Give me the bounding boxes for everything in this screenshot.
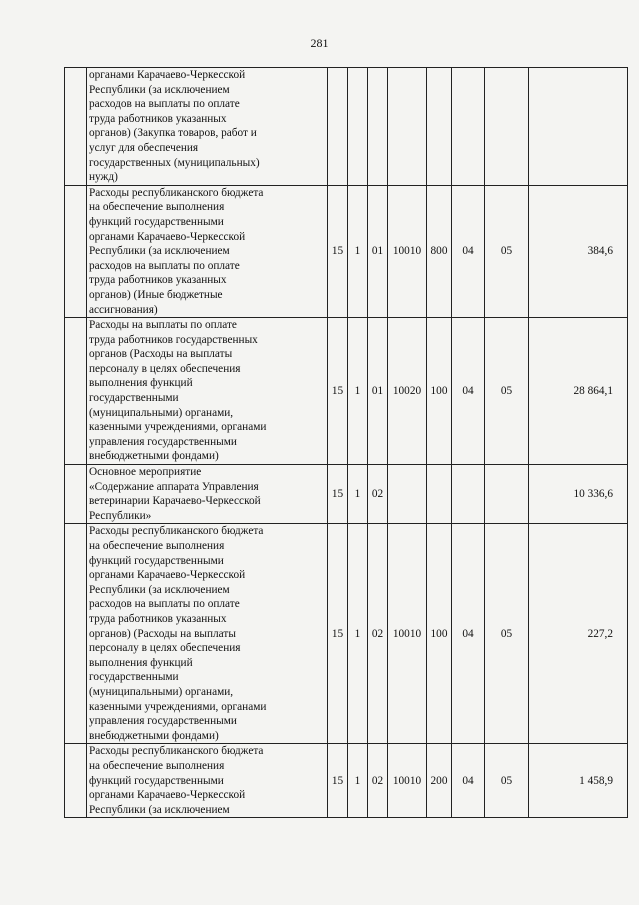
row-number-cell	[65, 318, 87, 465]
code-direction-cell	[388, 465, 427, 524]
table-body	[65, 68, 628, 818]
table-row	[65, 68, 628, 186]
code-ministry-cell: 15	[328, 185, 348, 317]
code-subprogram-cell: 02	[368, 744, 388, 818]
code-program-cell: 1	[348, 524, 368, 744]
expense-name-line: Республики»	[89, 509, 152, 522]
expense-name-line: персоналу в целях обеспечения	[89, 362, 241, 375]
row-number-cell	[65, 465, 87, 524]
table-row	[65, 465, 628, 524]
code-program-cell: 1	[348, 744, 368, 818]
expense-name-line: Расходы республиканского бюджета	[89, 745, 264, 758]
expense-name-line: Республики (за исключением	[89, 803, 230, 816]
expense-name-line: труда работников указанных	[89, 112, 227, 125]
expense-name-line: Расходы на выплаты по оплате	[89, 319, 237, 332]
expense-name-line: персоналу в целях обеспечения	[89, 642, 241, 655]
expense-name-line: функций государственными	[89, 554, 224, 567]
expense-name-line: Республики (за исключением	[89, 245, 230, 258]
code-subsection-cell: 05	[485, 744, 529, 818]
code-subsection-cell: 05	[485, 524, 529, 744]
code-ministry-cell: 15	[328, 524, 348, 744]
row-number-cell	[65, 524, 87, 744]
expense-name-cell	[87, 68, 328, 186]
code-direction-cell: 10010	[388, 185, 427, 317]
code-expense-type-cell	[427, 465, 452, 524]
code-section-cell: 04	[452, 744, 485, 818]
expense-name-line: выполнения функций	[89, 656, 193, 669]
expense-name-line: органов) (Расходы на выплаты	[89, 627, 236, 640]
expense-name-line: управления государственными	[89, 715, 237, 728]
expense-name-cell	[87, 744, 328, 818]
amount-cell: 1 458,9	[529, 744, 628, 818]
code-subsection-cell: 05	[485, 185, 529, 317]
code-program-cell: 1	[348, 465, 368, 524]
amount-cell: 384,6	[529, 185, 628, 317]
expense-name-line: (муниципальными) органами,	[89, 406, 234, 419]
expense-name-line: на обеспечение выполнения	[89, 759, 225, 772]
expense-name-line: расходов на выплаты по оплате	[89, 598, 240, 611]
expense-name-line: Республики (за исключением	[89, 83, 230, 96]
expense-name-line: внебюджетными фондами)	[89, 729, 219, 742]
expense-name-line: нужд)	[89, 171, 118, 184]
expense-name-line: казенными учреждениями, органами	[89, 700, 267, 713]
code-section-cell	[452, 68, 485, 186]
code-subsection-cell	[485, 68, 529, 186]
amount-cell: 10 336,6	[529, 465, 628, 524]
expense-name-cell	[87, 318, 328, 465]
expense-name-line: управления государственными	[89, 435, 237, 448]
code-ministry-cell: 15	[328, 465, 348, 524]
row-number-cell	[65, 68, 87, 186]
expense-name-line: Расходы республиканского бюджета	[89, 525, 264, 538]
expense-name-line: Расходы республиканского бюджета	[89, 186, 264, 199]
code-section-cell: 04	[452, 318, 485, 465]
amount-cell: 28 864,1	[529, 318, 628, 465]
expense-name-line: Республики (за исключением	[89, 583, 230, 596]
code-program-cell	[348, 68, 368, 186]
row-number-cell	[65, 744, 87, 818]
code-expense-type-cell: 100	[427, 524, 452, 744]
expense-name-line: на обеспечение выполнения	[89, 540, 225, 552]
code-subprogram-cell: 02	[368, 524, 388, 744]
expense-name-cell	[87, 465, 328, 524]
row-number-cell	[65, 185, 87, 317]
expense-name-line: функций государственными	[89, 774, 224, 787]
code-subprogram-cell: 01	[368, 185, 388, 317]
expense-name-line: выполнения функций	[89, 377, 193, 390]
code-section-cell: 04	[452, 185, 485, 317]
amount-cell	[529, 68, 628, 186]
code-ministry-cell: 15	[328, 318, 348, 465]
code-direction-cell	[388, 68, 427, 186]
expense-name-line: ассигнования)	[89, 303, 158, 316]
expense-name-line: органов) (Иные бюджетные	[89, 288, 223, 301]
code-direction-cell: 10010	[388, 744, 427, 818]
code-section-cell: 04	[452, 524, 485, 744]
expense-name-line: государственными	[89, 392, 179, 405]
expense-name-line: ветеринарии Карачаево-Черкесской	[89, 495, 261, 508]
code-ministry-cell	[328, 68, 348, 186]
expense-name-cell	[87, 524, 328, 744]
expense-name-line: услуг для обеспечения	[89, 141, 199, 154]
expense-name-line: Основное мероприятие	[89, 466, 202, 479]
code-subprogram-cell: 02	[368, 465, 388, 524]
code-expense-type-cell: 100	[427, 318, 452, 465]
expense-name-line: труда работников указанных	[89, 274, 227, 287]
expense-name-line: труда работников государственных	[89, 333, 258, 346]
expense-name-line: казенными учреждениями, органами	[89, 421, 267, 434]
page-number: 281	[310, 36, 329, 50]
amount-cell: 227,2	[529, 524, 628, 744]
expense-name-line: (муниципальными) органами,	[89, 685, 234, 698]
code-program-cell: 1	[348, 318, 368, 465]
expense-name-line: функций государственными	[89, 215, 224, 228]
table-row	[65, 744, 628, 818]
code-expense-type-cell	[427, 68, 452, 186]
code-direction-cell: 10010	[388, 524, 427, 744]
code-direction-cell: 10020	[388, 318, 427, 465]
expense-name-line: государственных (муниципальных)	[89, 156, 260, 169]
code-section-cell	[452, 465, 485, 524]
expense-name-line: расходов на выплаты по оплате	[89, 98, 240, 111]
expense-name-line: расходов на выплаты по оплате	[89, 259, 240, 272]
expense-name-line: труда работников указанных	[89, 612, 227, 625]
expense-name-line: органами Карачаево-Черкесской	[89, 789, 246, 802]
expense-name-line: на обеспечение выполнения	[89, 201, 225, 214]
expense-name-line: органов (Расходы на выплаты	[89, 348, 233, 361]
expense-name-line: государственными	[89, 671, 179, 684]
table-row	[65, 185, 628, 317]
table-row	[65, 524, 628, 744]
code-subprogram-cell	[368, 68, 388, 186]
expense-name-line: внебюджетными фондами)	[89, 450, 219, 463]
code-subsection-cell	[485, 465, 529, 524]
code-expense-type-cell: 800	[427, 185, 452, 317]
expense-name-line: органами Карачаево-Черкесской	[89, 569, 246, 582]
code-program-cell: 1	[348, 185, 368, 317]
expense-name-line: органами Карачаево-Черкесской	[89, 230, 246, 243]
expense-name-line: «Содержание аппарата Управления	[89, 480, 259, 493]
code-subsection-cell: 05	[485, 318, 529, 465]
expense-name-cell	[87, 185, 328, 317]
table-row	[65, 318, 628, 465]
budget-table	[64, 67, 628, 818]
expense-name-line: органов) (Закупка товаров, работ и	[89, 127, 257, 140]
expense-name-line: органами Карачаево-Черкесской	[89, 69, 246, 81]
code-expense-type-cell: 200	[427, 744, 452, 818]
code-subprogram-cell: 01	[368, 318, 388, 465]
code-ministry-cell: 15	[328, 744, 348, 818]
